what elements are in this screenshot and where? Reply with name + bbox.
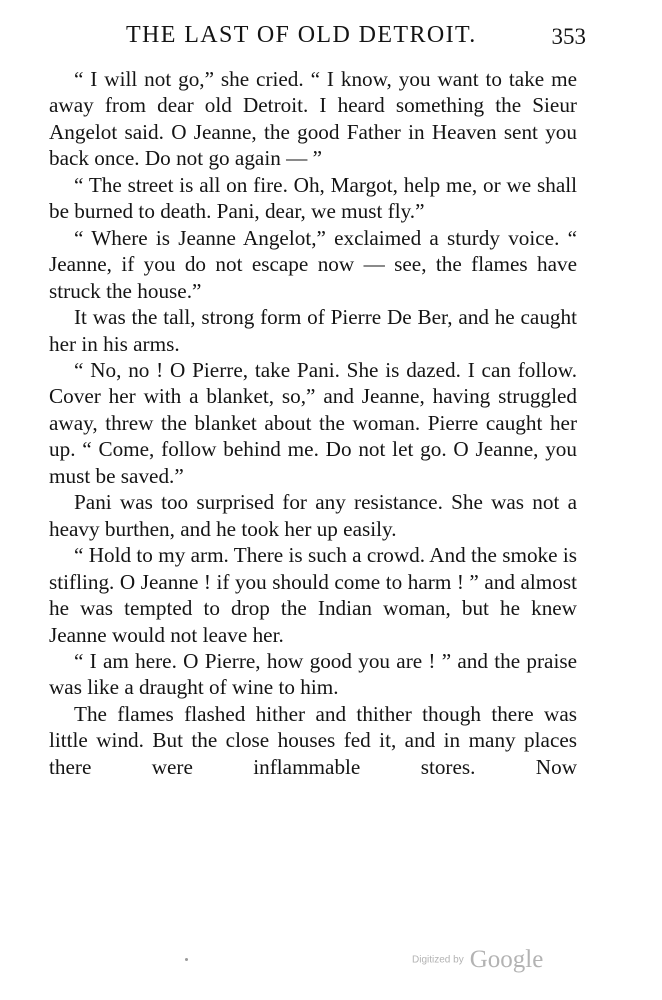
body-text <box>49 66 577 780</box>
paragraph-take-pani: “ No, no ! O Pierre, take Pani. She is dazed. I can follow. Cover her with a blanket, so,” and Jeanne, having struggled away, threw the blanket about the woman. Pierre caught her up. “ Come, follow behind me. Do not let go. O Jeanne, you must be saved.” <box>49 357 577 488</box>
digitization-watermark <box>412 946 543 974</box>
running-title: THE LAST OF OLD DETROIT. <box>126 22 477 48</box>
paragraph-pierre-arrives: It was the tall, strong form of Pierre De Ber, and he caught her in his arms. <box>49 305 577 356</box>
watermark-logo: Google <box>469 946 544 973</box>
paragraph-hold-my-arm: “ Hold to my arm. There is such a crowd. And the smoke is stifling. O Jeanne ! if you should come to harm ! ” and almost he was tempted to drop the Indian woman, but he knew Jeanne would not leave her. <box>49 543 577 647</box>
footer-dot <box>185 958 188 961</box>
paragraph-flames-spread: The flames flashed hither and thither though there was little wind. But the close houses fed it, and in many places there were inflammable stores. Now <box>49 701 577 779</box>
running-head <box>126 22 586 56</box>
watermark-prefix: Digitized by <box>412 954 464 966</box>
paragraph-where-is-jeanne: “ Where is Jeanne Angelot,” exclaimed a sturdy voice. “ Jeanne, if you do not escape now — see, the flames have struck the house.” <box>49 225 577 303</box>
paragraph-pani-carried: Pani was too surprised for any resistance. She was not a heavy burthen, and he took her up easily. <box>49 490 577 541</box>
paragraph-dialogue-refusal: “ I will not go,” she cried. “ I know, you want to take me away from dear old Detroit. I heard something the Sieur Angelot said. O Jeanne, the good Father in Heaven sent you back once. Do not go again — ” <box>49 67 577 171</box>
paragraph-street-on-fire: “ The street is all on fire. Oh, Margot, help me, or we shall be burned to death. Pani, dear, we must fly.” <box>49 172 577 224</box>
paragraph-i-am-here: “ I am here. O Pierre, how good you are ! ” and the praise was like a draught of wine to him. <box>49 648 577 700</box>
page-number: 353 <box>551 24 586 49</box>
